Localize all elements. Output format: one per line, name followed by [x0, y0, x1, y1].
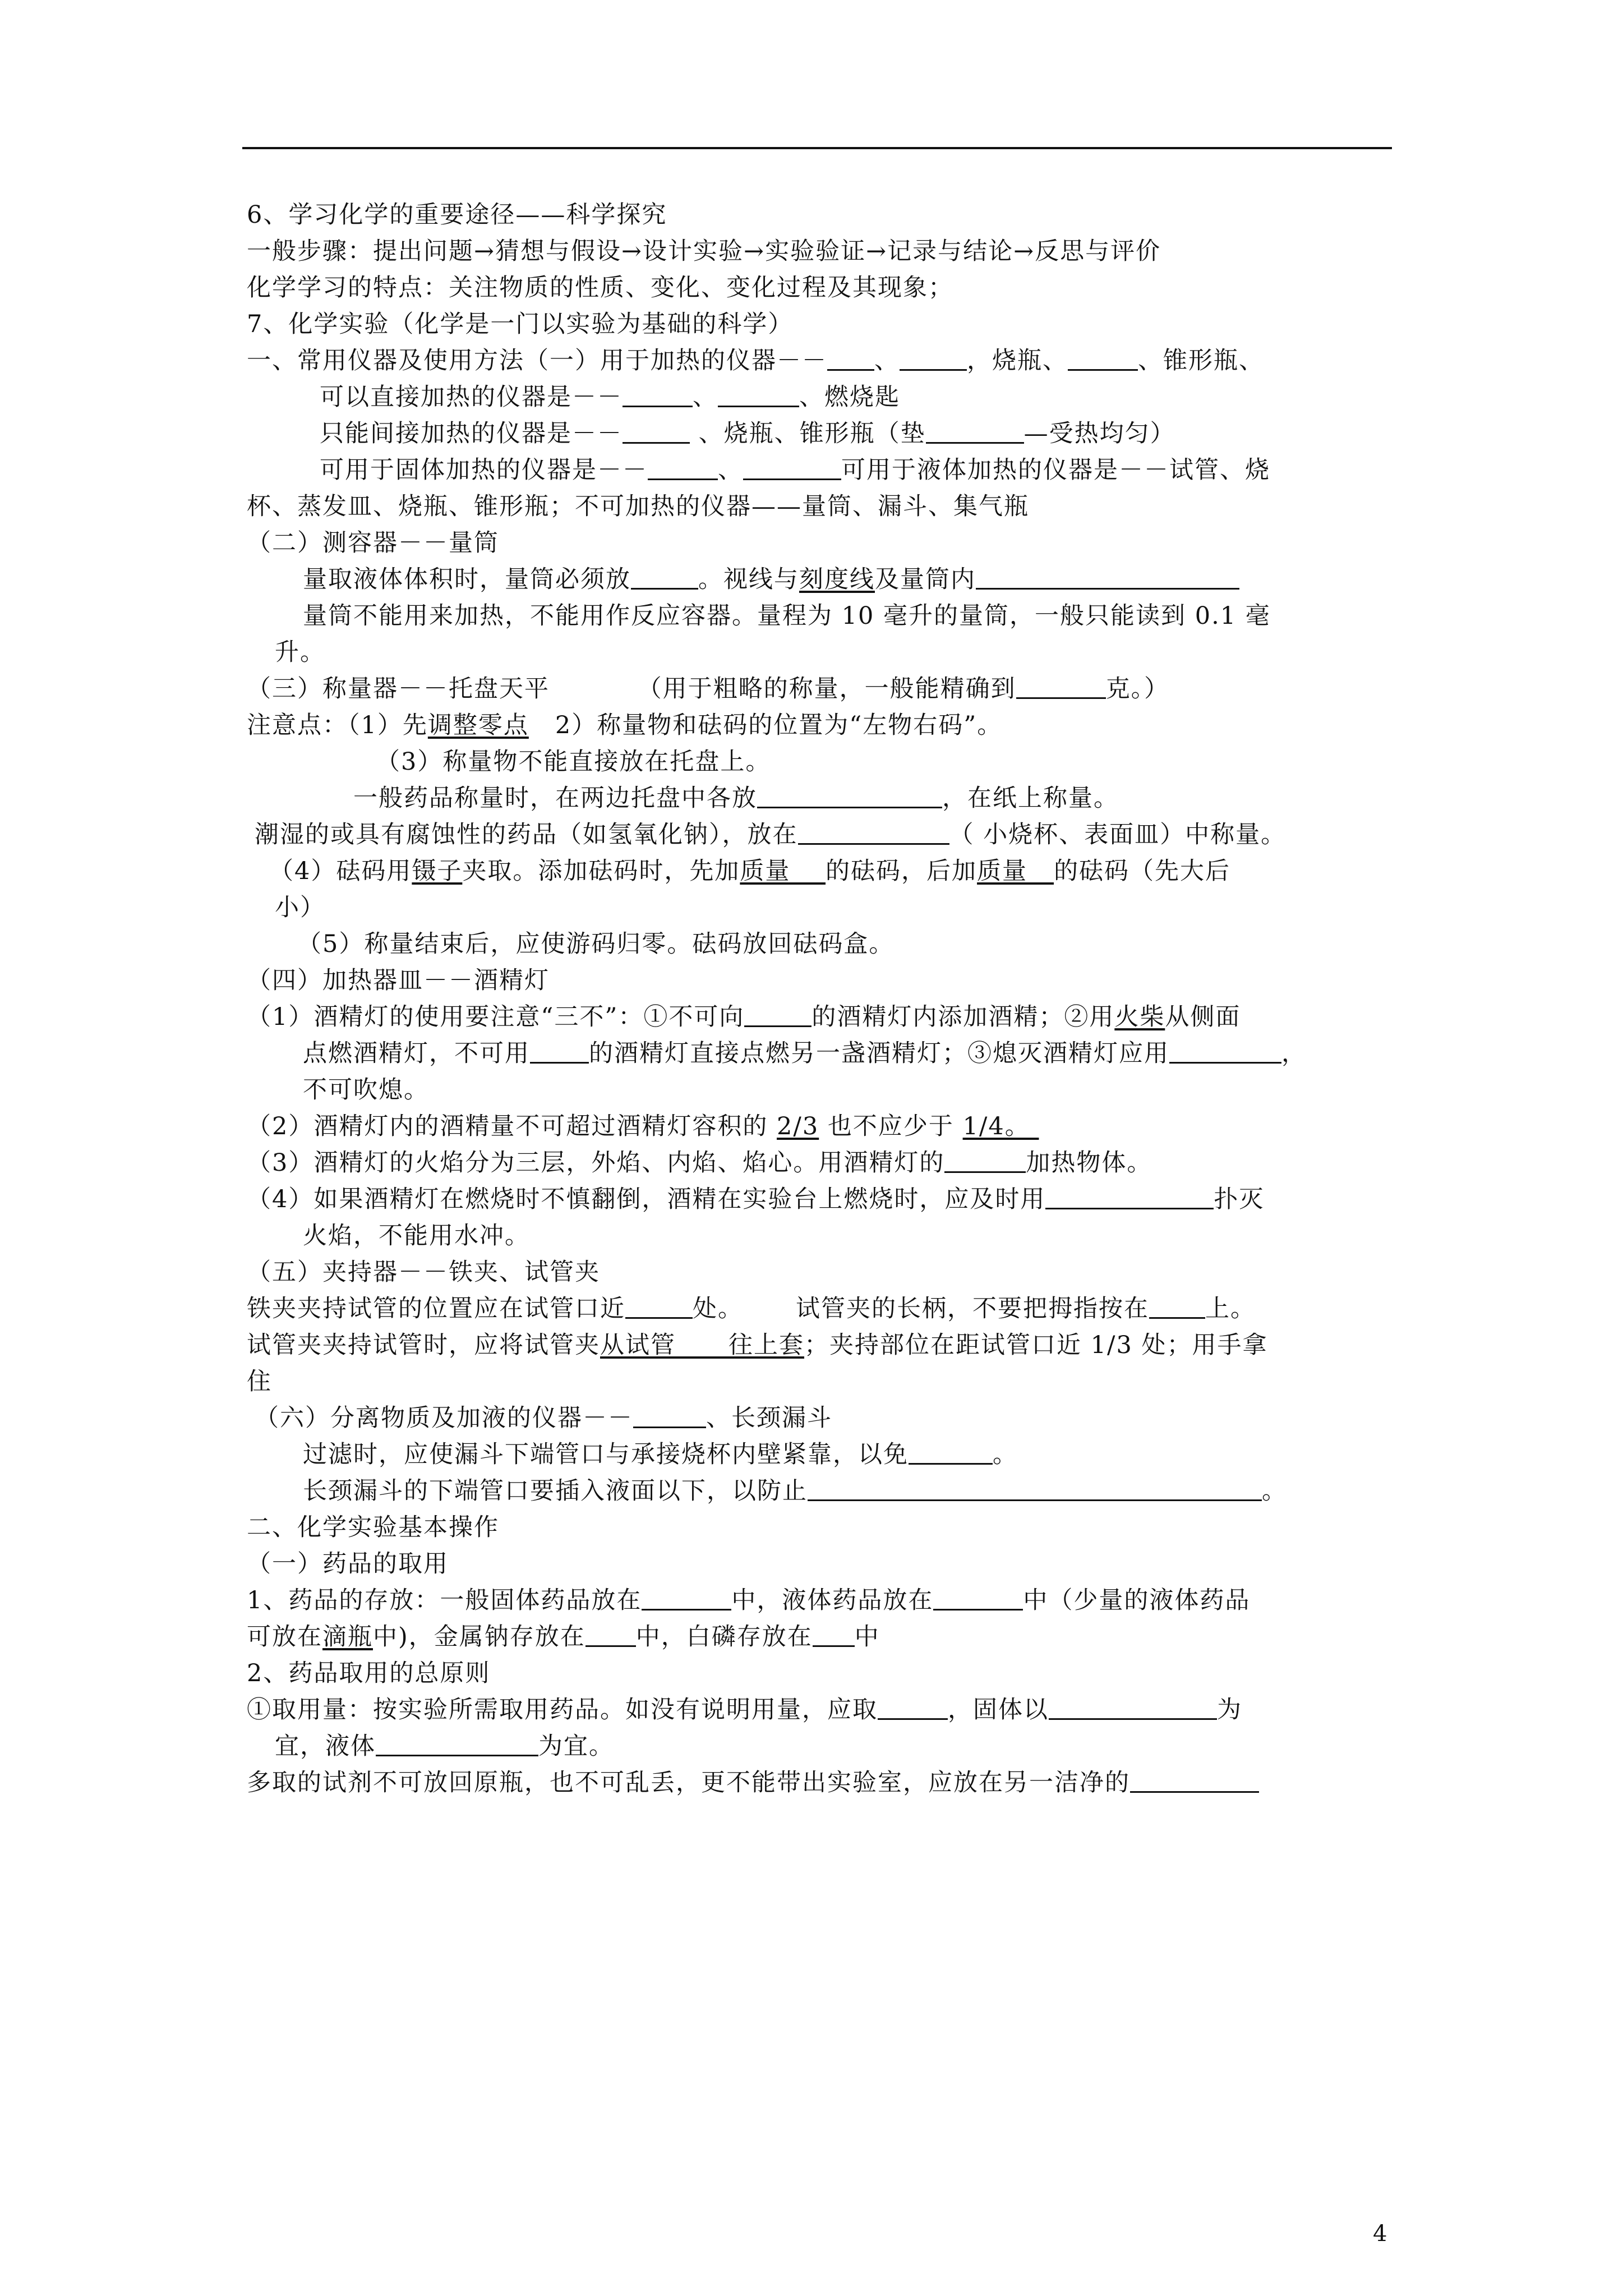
header-rule: [242, 147, 1392, 149]
underlined-term: 镊子: [412, 857, 463, 885]
text-run: 。: [1262, 1477, 1287, 1505]
text-line: [247, 890, 1391, 925]
text-run: 中，液体药品放在: [731, 1586, 934, 1614]
text-run: （用于粗略的称量，一般能精确到: [550, 675, 1016, 703]
answer-blank: [631, 567, 698, 590]
text-run: 。: [993, 1441, 1018, 1469]
text-run: 加热物体。: [1026, 1149, 1152, 1177]
text-run: 、烧瓶、锥形瓶（垫: [690, 420, 926, 448]
text-run: ，烧瓶、: [967, 347, 1068, 375]
text-run: 也不应少于: [819, 1112, 963, 1140]
text-run: —受热均匀）: [1023, 420, 1175, 448]
text-line: [247, 1255, 1391, 1290]
text-run: 注意点：（1）先: [247, 711, 428, 739]
answer-blank: [933, 1588, 1023, 1611]
answer-blank: [909, 1442, 993, 1465]
text-run: （2）酒精灯内的酒精量不可超过酒精灯容积的: [247, 1112, 777, 1140]
answer-blank: [623, 384, 693, 407]
text-run: （4）砝码用: [269, 857, 412, 885]
text-run: 住: [247, 1368, 272, 1396]
text-line: [247, 1073, 1391, 1107]
text-line: [247, 1218, 1391, 1253]
text-run: （五）夹持器－－铁夹、试管夹: [247, 1258, 600, 1286]
text-run: 可用于液体加热的仪器是－－试管、烧: [841, 456, 1270, 484]
text-line: [247, 1729, 1391, 1764]
text-line: [247, 708, 1391, 743]
text-line: [247, 1692, 1391, 1727]
text-line: [247, 343, 1391, 378]
answer-blank: [1016, 676, 1106, 699]
text-run: 可用于固体加热的仪器是－－: [320, 456, 648, 484]
text-run: 、: [693, 383, 718, 411]
answer-blank: [926, 421, 1024, 444]
text-line: [247, 963, 1391, 998]
text-run: 过滤时，应使漏斗下端管口与承接烧杯内壁紧靠，以免: [303, 1441, 909, 1469]
answer-blank: [743, 457, 841, 480]
underlined-term: 质量: [740, 857, 826, 885]
text-run: （3）酒精灯的火焰分为三层，外焰、内焰、焰心。用酒精灯的: [247, 1149, 945, 1177]
text-run: （一）药品的取用: [247, 1550, 449, 1578]
text-line: [247, 416, 1391, 451]
text-run: 扑灭: [1214, 1185, 1265, 1213]
text-run: 为宜。: [538, 1732, 614, 1760]
text-run: （4）如果酒精灯在燃烧时不慎翻倒，酒精在实验台上燃烧时，应及时用: [247, 1185, 1046, 1213]
text-run: 、锥形瓶、: [1138, 347, 1264, 375]
answer-blank: [878, 1697, 948, 1720]
answer-blank: [376, 1733, 538, 1756]
text-run: ，在纸上称量。: [942, 784, 1119, 812]
answer-blank: [1149, 1296, 1205, 1319]
text-run: 中，白磷存放在: [635, 1623, 813, 1651]
text-line: [247, 1291, 1391, 1326]
text-run: 6、学习化学的重要途径——科学探究: [247, 201, 667, 229]
text-line: [247, 1547, 1391, 1581]
underlined-term: 调整零点: [427, 711, 529, 739]
text-run: ，: [1281, 1039, 1307, 1068]
text-line: [247, 1583, 1391, 1618]
text-run: 2、药品取用的总原则: [247, 1659, 491, 1687]
answer-blank: [1049, 1697, 1217, 1720]
text-line: [247, 489, 1391, 524]
answer-blank: [585, 1624, 636, 1647]
underlined-term: 从试管 往上套: [600, 1331, 805, 1359]
underlined-term: 1/4。: [962, 1112, 1039, 1140]
text-run: （3）称量物不能直接放在托盘上。: [376, 748, 771, 776]
text-line: [247, 1401, 1391, 1435]
text-run: 。视线与: [698, 565, 799, 593]
text-run: 杯、蒸发皿、烧瓶、锥形瓶；不可加热的仪器——量筒、漏斗、集气瓶: [247, 493, 1029, 521]
text-line: [247, 599, 1391, 633]
text-run: 可以直接加热的仪器是－－: [320, 383, 623, 411]
text-run: 量取液体体积时，量筒必须放: [303, 565, 631, 593]
text-run: 的砝码（先大后: [1054, 857, 1231, 885]
text-line: [247, 1000, 1391, 1034]
text-run: 的酒精灯直接点燃另一盏酒精灯；③熄灭酒精灯应用: [589, 1039, 1169, 1068]
text-run: 宜，液体: [275, 1732, 376, 1760]
text-run: 一般药品称量时，在两边托盘中各放: [353, 784, 757, 812]
text-run: 铁夹夹持试管的位置应在试管口近: [247, 1295, 625, 1323]
answer-blank: [648, 457, 718, 480]
text-run: 、: [718, 456, 743, 484]
underlined-term: 2/3: [777, 1112, 819, 1140]
answer-blank: [633, 1405, 706, 1428]
text-run: 点燃酒精灯，不可用: [303, 1039, 530, 1068]
text-line: [247, 1437, 1391, 1472]
text-run: 、燃烧匙: [799, 383, 900, 411]
answer-blank: [530, 1041, 589, 1064]
answer-blank: [744, 1004, 811, 1027]
text-run: 量筒不能用来加热，不能用作反应容器。量程为 10 毫升的量筒，一般只能读到 0.1 毫: [303, 602, 1271, 630]
text-line: [247, 1182, 1391, 1217]
text-run: 中（少量的液体药品: [1023, 1586, 1251, 1614]
text-run: 升。: [275, 638, 325, 666]
text-run: 的砝码，后加: [826, 857, 978, 885]
text-line: [247, 1474, 1391, 1508]
answer-blank: [1169, 1041, 1281, 1064]
text-run: 、长颈漏斗: [706, 1404, 832, 1432]
text-run: 7、化学实验（化学是一门以实验为基础的科学）: [247, 310, 794, 338]
text-line: [247, 307, 1391, 342]
underlined-term: 滴瓶: [322, 1623, 373, 1651]
text-line: [247, 1619, 1391, 1654]
text-run: 、: [874, 347, 900, 375]
text-line: [247, 526, 1391, 560]
text-line: [247, 270, 1391, 305]
text-run: 夹取。添加砝码时，先加: [462, 857, 740, 885]
answer-blank: [642, 1588, 731, 1611]
text-line: [247, 1765, 1391, 1800]
text-run: （四）加热器皿－－酒精灯: [247, 967, 550, 995]
text-run: 的酒精灯内添加酒精；②用: [811, 1003, 1115, 1031]
text-run: （二）测容器－－量筒: [247, 529, 499, 557]
text-line: [247, 1109, 1391, 1144]
answer-blank: [718, 384, 799, 407]
text-line: [247, 1328, 1391, 1363]
answer-blank: [976, 567, 1239, 590]
text-run: 2）称量物和砝码的位置为“左物右码”。: [528, 711, 1003, 739]
document-body: [247, 197, 1391, 1802]
text-line: [247, 1510, 1391, 1545]
answer-blank: [625, 1296, 693, 1319]
text-run: ，固体以: [948, 1696, 1049, 1724]
answer-blank: [798, 822, 949, 845]
underlined-term: 刻度线: [799, 565, 875, 593]
text-line: [247, 197, 1391, 232]
text-line: [247, 234, 1391, 269]
text-line: [247, 453, 1391, 487]
text-run: 1、药品的存放：一般固体药品放在: [247, 1586, 642, 1614]
text-run: 一、常用仪器及使用方法（一）用于加热的仪器－－: [247, 347, 827, 375]
answer-blank: [827, 348, 874, 371]
answer-blank: [1045, 1186, 1214, 1209]
answer-blank: [623, 421, 690, 444]
text-line: [247, 635, 1391, 670]
text-run: ①取用量：按实验所需取用药品。如没有说明用量，应取: [247, 1696, 878, 1724]
text-run: 火焰，不能用水冲。: [303, 1222, 530, 1250]
page-number: 4: [1373, 2221, 1387, 2247]
text-run: 一般步骤：提出问题→猜想与假设→设计实验→实验验证→记录与结论→反思与评价: [247, 237, 1161, 265]
text-run: 可放在: [247, 1623, 322, 1651]
text-run: 从侧面: [1165, 1003, 1241, 1031]
answer-blank: [1068, 348, 1138, 371]
text-run: （1）酒精灯的使用要注意“三不”：①不可向: [247, 1003, 745, 1031]
answer-blank: [808, 1478, 1262, 1501]
text-run: （5）称量结束后，应使游码归零。砝码放回砝码盒。: [297, 930, 895, 958]
text-run: 化学学习的特点：关注物质的性质、变化、变化过程及其现象；: [247, 274, 953, 302]
text-run: 多取的试剂不可放回原瓶，也不可乱丢，更不能带出实验室，应放在另一洁净的: [247, 1769, 1130, 1797]
text-line: [247, 1036, 1391, 1071]
text-run: 试管夹夹持试管时，应将试管夹: [247, 1331, 600, 1359]
underlined-term: 火柴: [1114, 1003, 1165, 1031]
text-run: 为: [1217, 1696, 1242, 1724]
text-run: 不可吹熄。: [303, 1076, 429, 1104]
underlined-term: 质量: [977, 857, 1054, 885]
text-run: （三）称量器－－托盘天平: [247, 675, 550, 703]
text-line: [247, 744, 1391, 779]
text-line: [247, 562, 1391, 597]
text-line: [247, 380, 1391, 415]
answer-blank: [757, 785, 942, 808]
text-line: [247, 817, 1391, 852]
text-run: （ 小烧杯、表面皿）中称量。: [949, 821, 1287, 849]
answer-blank: [900, 348, 967, 371]
text-run: （六）分离物质及加液的仪器－－: [255, 1404, 633, 1432]
answer-blank: [944, 1150, 1026, 1173]
text-run: 处。 试管夹的长柄，不要把拇指按在: [693, 1295, 1150, 1323]
text-run: 二、化学实验基本操作: [247, 1513, 499, 1542]
text-run: 小）: [275, 894, 325, 922]
text-run: 长颈漏斗的下端管口要插入液面以下，以防止: [303, 1477, 808, 1505]
text-run: 中: [854, 1623, 880, 1651]
text-run: 只能间接加热的仪器是－－: [320, 420, 623, 448]
answer-blank: [1130, 1770, 1259, 1793]
text-line: [247, 927, 1391, 961]
text-line: [247, 671, 1391, 706]
text-line: [247, 781, 1391, 816]
text-run: 潮湿的或具有腐蚀性的药品（如氢氧化钠），放在: [255, 821, 798, 849]
text-run: 中)，金属钠存放在: [373, 1623, 585, 1651]
text-line: [247, 1656, 1391, 1691]
text-run: 克。）: [1105, 675, 1170, 703]
text-line: [247, 1364, 1391, 1399]
text-line: [247, 1145, 1391, 1180]
text-line: [247, 854, 1391, 889]
text-run: 上。: [1205, 1295, 1256, 1323]
answer-blank: [813, 1624, 855, 1647]
text-run: ；夹持部位在距试管口近 1/3 处；用手拿: [804, 1331, 1268, 1359]
text-run: 及量筒内: [875, 565, 976, 593]
